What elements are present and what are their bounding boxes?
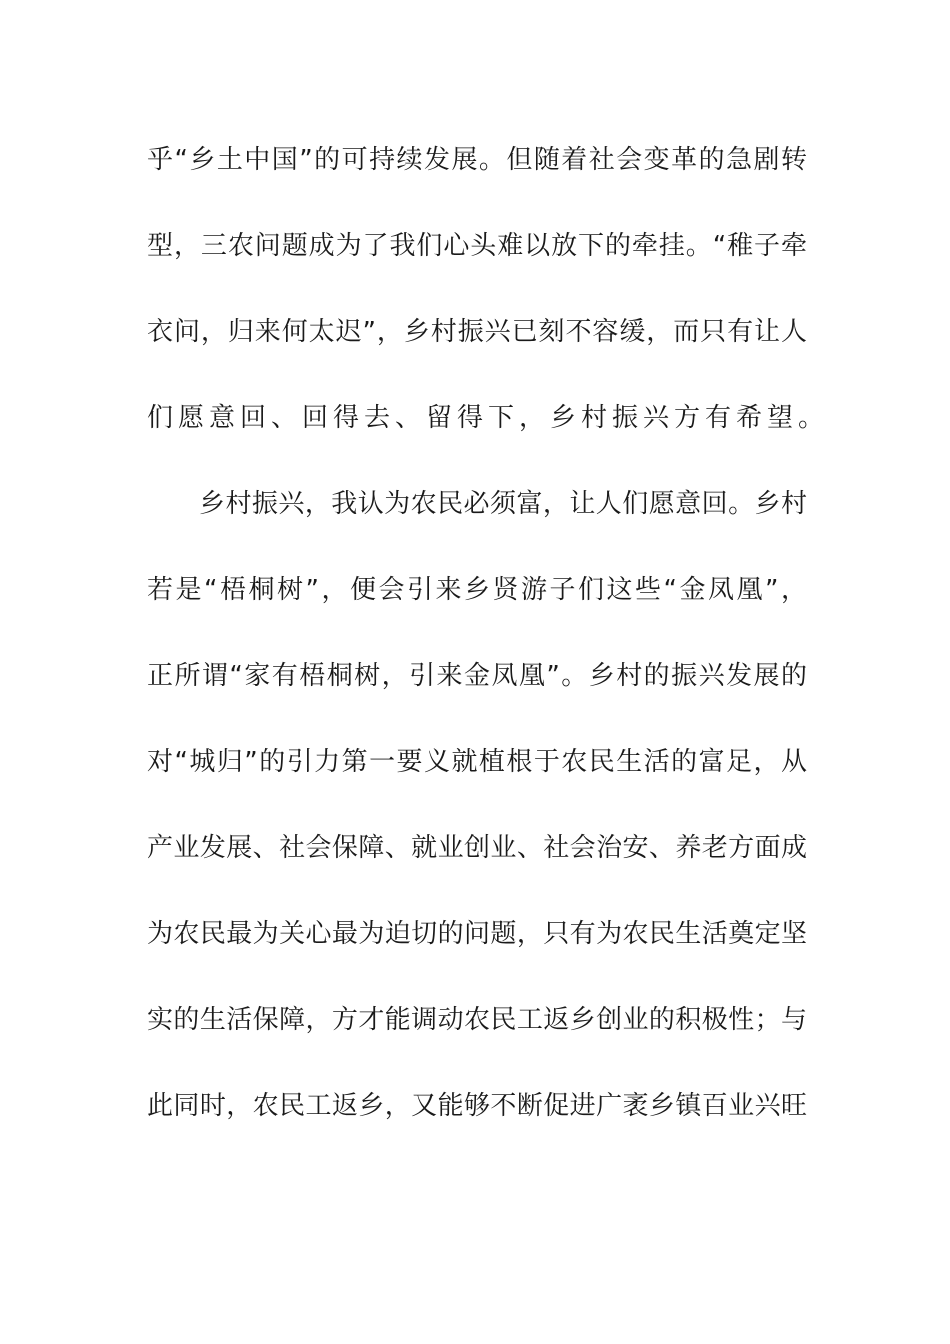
text-line-7: 正所谓“家有梧桐树，引来金凤凰”。乡村的振兴发展的 bbox=[147, 661, 807, 691]
text-line-11: 实的生活保障，方才能调动农民工返乡创业的积极性；与 bbox=[147, 1005, 807, 1035]
text-line-12: 此同时，农民工返乡，又能够不断促进广袤乡镇百业兴旺 bbox=[147, 1091, 807, 1121]
text-line-10: 为农民最为关心最为迫切的问题，只有为农民生活奠定坚 bbox=[147, 919, 807, 949]
text-line-3: 衣问，归来何太迟”，乡村振兴已刻不容缓，而只有让人 bbox=[147, 317, 807, 347]
text-line-8: 对“城归”的引力第一要义就植根于农民生活的富足，从 bbox=[147, 747, 807, 777]
text-line-4: 们愿意回、回得去、留得下，乡村振兴方有希望。 bbox=[147, 403, 830, 433]
text-line-6: 若是“梧桐树”，便会引来乡贤游子们这些“金凤凰”， bbox=[147, 575, 807, 605]
text-line-1: 乎“乡土中国”的可持续发展。但随着社会变革的急剧转 bbox=[147, 145, 807, 175]
text-line-2: 型，三农问题成为了我们心头难以放下的牵挂。“稚子牵 bbox=[147, 231, 807, 261]
paragraph-2-first-line: 乡村振兴，我认为农民必须富，让人们愿意回。乡村 bbox=[199, 489, 807, 519]
text-line-9: 产业发展、社会保障、就业创业、社会治安、养老方面成 bbox=[147, 833, 807, 863]
